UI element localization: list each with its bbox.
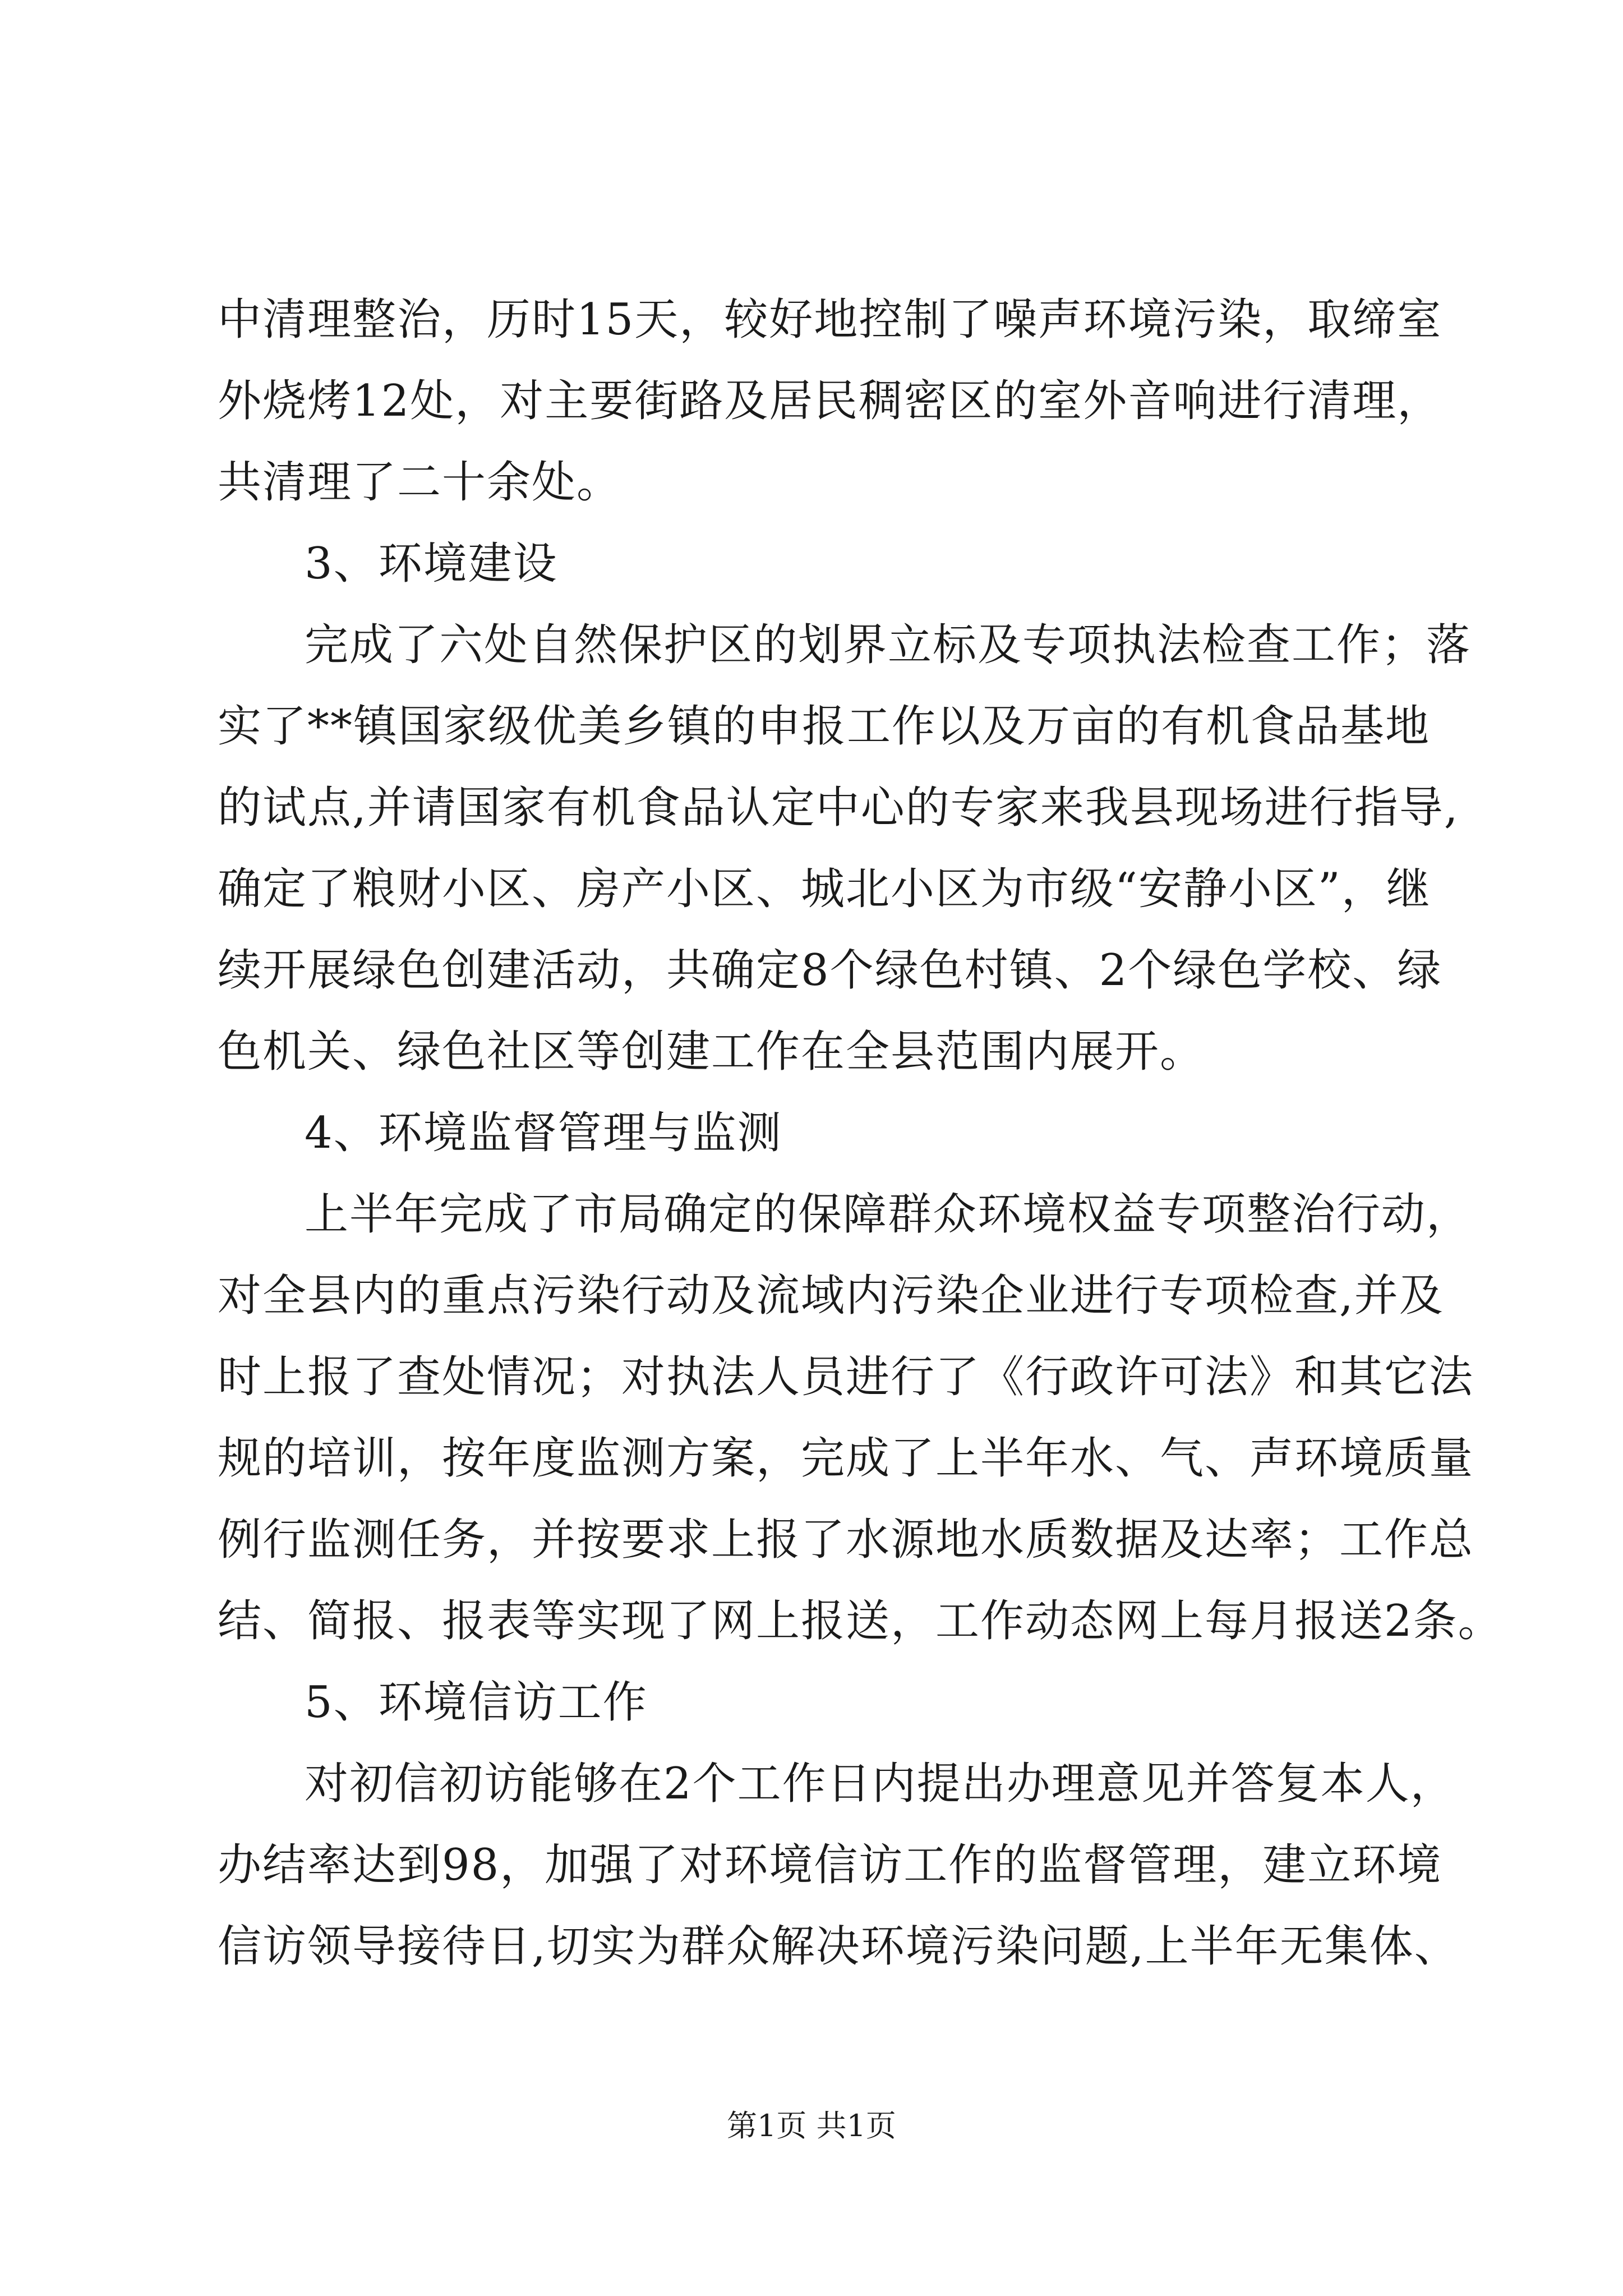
page-footer: 第1页 共1页 [727, 2108, 896, 2143]
text-line-19: 对初信初访能够在2个工作日内提出办理意见并答复本人， [305, 1759, 1455, 1809]
text-line-7: 的试点,并请国家有机食品认定中心的专家来我县现场进行指导, [218, 783, 1459, 833]
section-heading-5: 5、环境信访工作 [305, 1677, 648, 1728]
text-line-6: 实了**镇国家级优美乡镇的申报工作以及万亩的有机食品基地 [218, 701, 1431, 752]
text-line-9: 续开展绿色创建活动，共确定8个绿色村镇、2个绿色学校、绿 [218, 945, 1442, 996]
text-line-1: 中清理整治，历时15天，较好地控制了噪声环境污染，取缔室 [218, 295, 1442, 345]
section-heading-3: 3、环境建设 [305, 539, 558, 589]
text-line-17: 结、简报、报表等实现了网上报送，工作动态网上每月报送2条。 [218, 1596, 1503, 1646]
section-heading-4: 4、环境监督管理与监测 [305, 1108, 782, 1158]
text-line-16: 例行监测任务，并按要求上报了水源地水质数据及达率；工作总 [218, 1515, 1474, 1565]
text-line-12: 上半年完成了市局确定的保障群众环境权益专项整治行动， [305, 1189, 1472, 1240]
text-line-8: 确定了粮财小区、房产小区、城北小区为市级“安静小区”，继 [218, 864, 1431, 914]
text-line-15: 规的培训，按年度监测方案，完成了上半年水、气、声环境质量 [218, 1433, 1474, 1484]
text-line-10: 色机关、绿色社区等创建工作在全县范围内展开。 [218, 1027, 1205, 1077]
text-line-13: 对全县内的重点污染行动及流域内污染企业进行专项检查,并及 [218, 1271, 1444, 1321]
text-line-21: 信访领导接待日,切实为群众解决环境污染问题,上半年无集体、 [218, 1921, 1459, 1972]
text-line-2: 外烧烤12处，对主要街路及居民稠密区的室外音响进行清理， [218, 376, 1442, 426]
text-line-5: 完成了六处自然保护区的划界立标及专项执法检查工作；落 [305, 620, 1472, 670]
text-line-3: 共清理了二十余处。 [218, 457, 622, 508]
text-line-14: 时上报了查处情况；对执法人员进行了《行政许可法》和其它法 [218, 1352, 1474, 1402]
text-line-20: 办结率达到98，加强了对环境信访工作的监督管理，建立环境 [218, 1840, 1442, 1890]
